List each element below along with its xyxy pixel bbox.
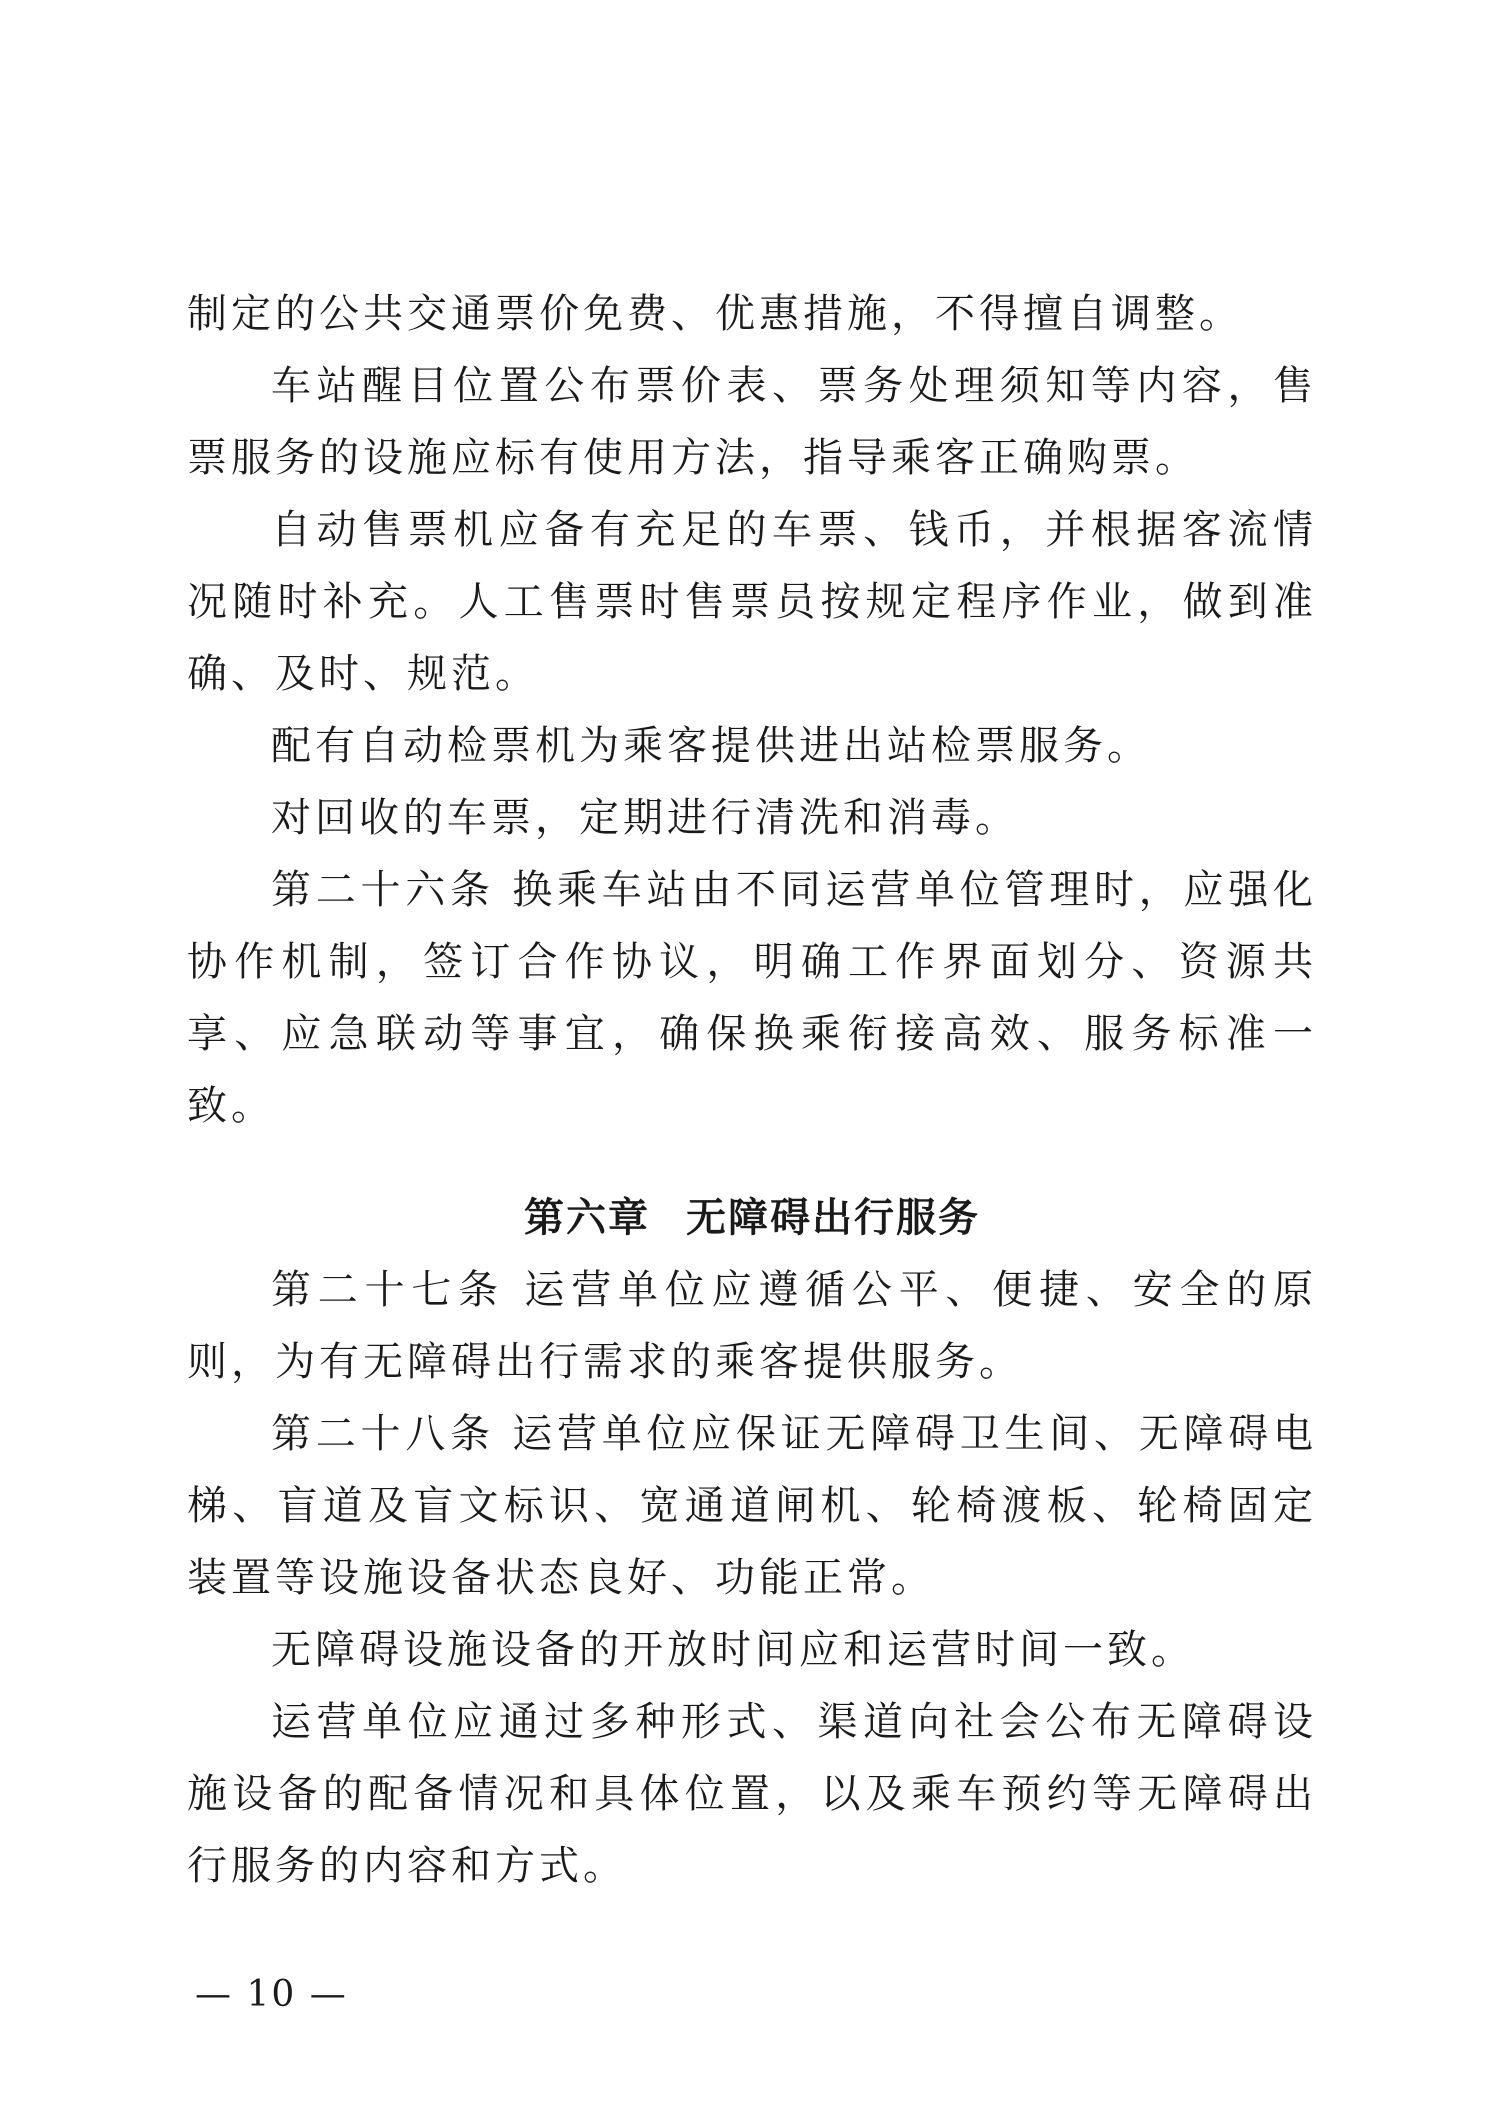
chapter-number: 第六章 (524, 1195, 650, 1241)
article-27: 第二十七条 运营单位应遵循公平、便捷、安全的原则，为有无障碍出行需求的乘客提供服务。 (187, 1267, 1317, 1385)
chapter-heading (187, 1182, 1317, 1254)
paragraph: 自动售票机应备有充足的车票、钱币，并根据客流情况随时补充。人工售票时售票员按规定程序作业，做到准确、及时、规范。 (187, 507, 1317, 697)
paragraph: 无障碍设施设备的开放时间应和运营时间一致。 (271, 1627, 1195, 1673)
paragraph: 配有自动检票机为乘客提供进出站检票服务。 (271, 723, 1151, 769)
page-number: — 10 — (195, 1974, 348, 2015)
paragraph: 车站醒目位置公布票价表、票务处理须知等内容，售票服务的设施应标有使用方法，指导乘客正确购票。 (187, 363, 1317, 481)
paragraph: 对回收的车票，定期进行清洗和消毒。 (271, 795, 1019, 841)
article-26: 第二十六条 换乘车站由不同运营单位管理时，应强化协作机制，签订合作协议，明确工作界面划分、资源共享、应急联动等事宜，确保换乘衔接高效、服务标准一致。 (187, 867, 1317, 1129)
paragraph: 制定的公共交通票价免费、优惠措施，不得擅自调整。 (187, 291, 1243, 337)
paragraph: 运营单位应通过多种形式、渠道向社会公布无障碍设施设备的配备情况和具体位置，以及乘车预约等无障碍出行服务的内容和方式。 (187, 1699, 1317, 1889)
chapter-title: 无障碍出行服务 (686, 1195, 980, 1241)
article-28: 第二十八条 运营单位应保证无障碍卫生间、无障碍电梯、盲道及盲文标识、宽通道闸机、轮椅渡板、轮椅固定装置等设施设备状态良好、功能正常。 (187, 1411, 1317, 1601)
body-text (187, 278, 1317, 1902)
